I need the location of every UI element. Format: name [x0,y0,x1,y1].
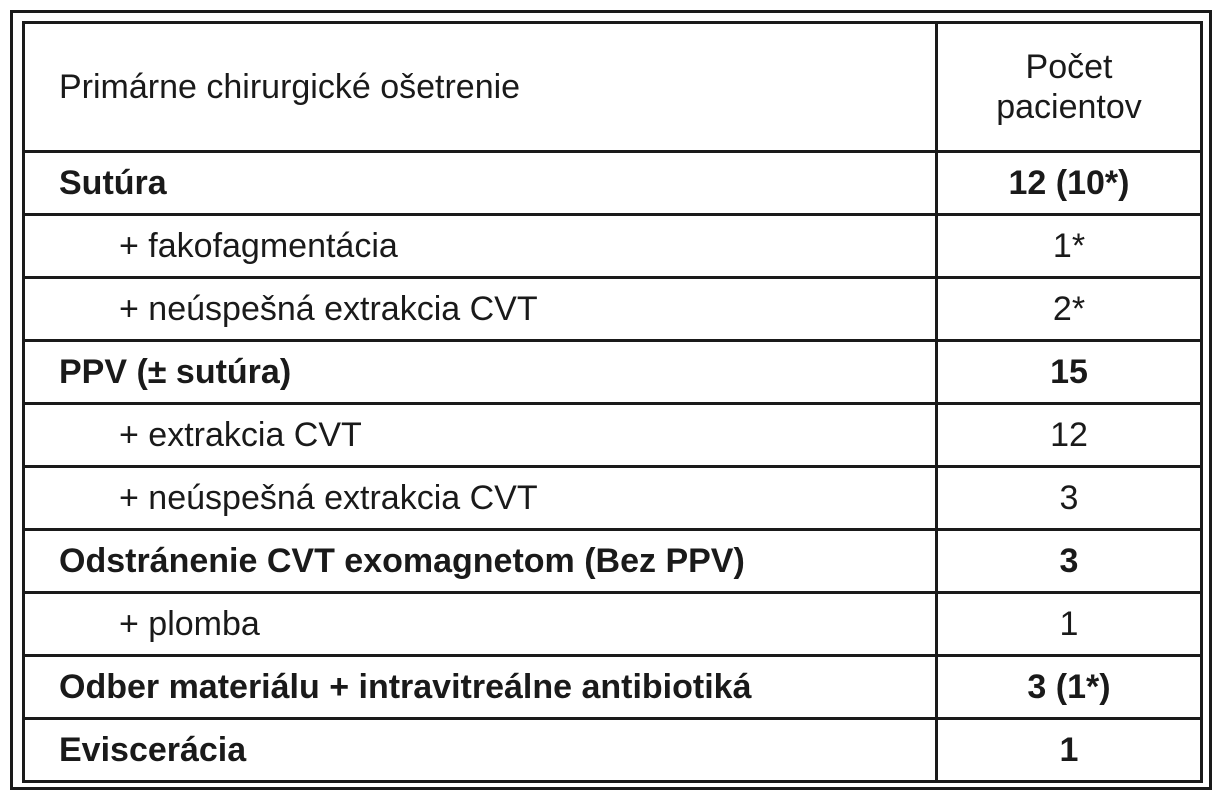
row-label: + neúspešná extrakcia CVT [24,278,937,341]
header-patient-count [937,23,1202,152]
table-row [24,719,1202,782]
row-count: 3 [937,530,1202,593]
table-row [24,215,1202,278]
row-label: Odber materiálu + intravitreálne antibiotiká [24,656,937,719]
row-count: 1 [937,719,1202,782]
treatment-table [22,21,1203,783]
row-label: PPV (± sutúra) [24,341,937,404]
row-label: Odstránenie CVT exomagnetom (Bez PPV) [24,530,937,593]
row-count: 12 (10*) [937,152,1202,215]
row-label: Eviscerácia [24,719,937,782]
table-row [24,593,1202,656]
table-header-row [24,23,1202,152]
row-count: 3 [937,467,1202,530]
row-count: 12 [937,404,1202,467]
row-label: + plomba [24,593,937,656]
row-label: + extrakcia CVT [24,404,937,467]
table-row [24,341,1202,404]
row-count: 3 (1*) [937,656,1202,719]
table-row [24,530,1202,593]
row-count: 15 [937,341,1202,404]
table-row [24,404,1202,467]
header-count-line-2: pacientov [996,88,1142,126]
table-row [24,656,1202,719]
row-count: 2* [937,278,1202,341]
row-count: 1* [937,215,1202,278]
table-row [24,278,1202,341]
header-count-line-1: Počet [1025,48,1113,86]
row-count: 1 [937,593,1202,656]
row-label: Sutúra [24,152,937,215]
table-row [24,152,1202,215]
header-treatment: Primárne chirurgické ošetrenie [24,23,937,152]
table-row [24,467,1202,530]
row-label: + neúspešná extrakcia CVT [24,467,937,530]
row-label: + fakofagmentácia [24,215,937,278]
